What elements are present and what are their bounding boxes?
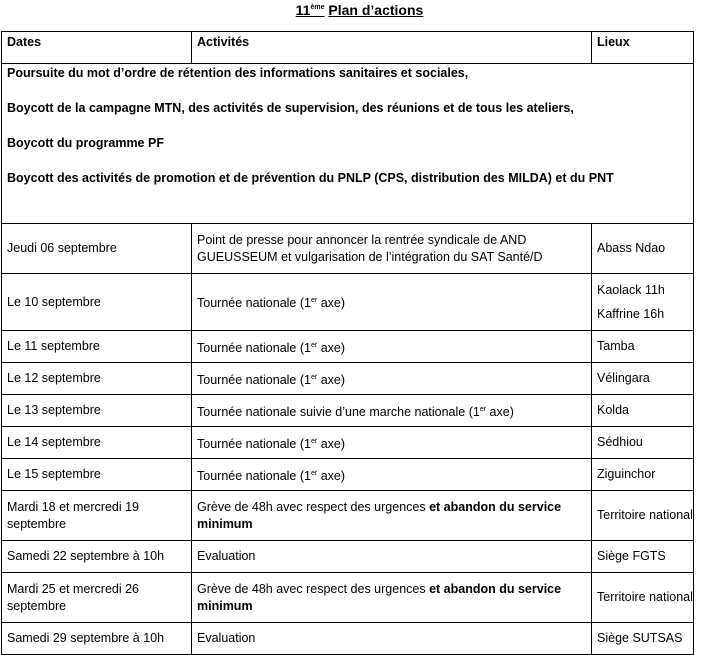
place-cell: Kolda [592, 395, 694, 427]
date-cell: Le 12 septembre [2, 363, 192, 395]
activity-cell: Grève de 48h avec respect des urgences et abandon du service minimum [192, 491, 592, 541]
place-cell: Sédhiou [592, 427, 694, 459]
header-activites: Activités [192, 32, 592, 64]
boycott-line: Boycott de la campagne MTN, des activités de supervision, des réunions et de tous les ateliers, [7, 101, 574, 115]
activity-cell: Evaluation [192, 623, 592, 655]
date-cell: Le 13 septembre [2, 395, 192, 427]
place-cell: Siège SUTSAS [592, 623, 694, 655]
header-lieux: Lieux [592, 32, 694, 64]
boycott-line: Boycott des activités de promotion et de prévention du PNLP (CPS, distribution des MILDA) et du PNT [7, 171, 614, 185]
table-row [2, 224, 694, 274]
place-cell: Vélingara [592, 363, 694, 395]
date-cell: Mardi 25 et mercredi 26 septembre [2, 573, 192, 623]
activity-cell: Tournée nationale (1er axe) [192, 274, 592, 331]
activity-cell: Tournée nationale (1er axe) [192, 459, 592, 491]
place-cell: Territoire national [592, 491, 694, 541]
table-row [2, 274, 694, 331]
date-cell: Jeudi 06 septembre [2, 224, 192, 274]
boycott-cell [2, 64, 694, 224]
place-cell: Territoire national [592, 573, 694, 623]
date-cell: Samedi 22 septembre à 10h [2, 541, 192, 573]
table-row [2, 427, 694, 459]
place-cell: Siège FGTS [592, 541, 694, 573]
place-cell: Ziguinchor [592, 459, 694, 491]
date-cell: Le 15 septembre [2, 459, 192, 491]
table-row [2, 541, 694, 573]
document-title: 11ème Plan d’actions [295, 2, 424, 18]
table-row [2, 395, 694, 427]
table-row [2, 491, 694, 541]
boycott-row [2, 64, 694, 224]
place-cell: Kaolack 11h Kaffrine 16h [592, 274, 694, 331]
table-row [2, 331, 694, 363]
date-cell: Le 11 septembre [2, 331, 192, 363]
boycott-line: Boycott du programme PF [7, 136, 164, 150]
activity-cell: Grève de 48h avec respect des urgences et abandon du service minimum [192, 573, 592, 623]
activity-cell: Point de presse pour annoncer la rentrée syndicale de AND GUEUSSEUM et vulgarisation de l’intégration du SAT Santé/D [192, 224, 592, 274]
action-plan-table [1, 31, 694, 655]
table-row [2, 573, 694, 623]
place-cell: Abass Ndao [592, 224, 694, 274]
activity-cell: Tournée nationale (1er axe) [192, 427, 592, 459]
date-cell: Le 10 septembre [2, 274, 192, 331]
header-dates: Dates [2, 32, 192, 64]
boycott-line: Poursuite du mot d’ordre de rétention des informations sanitaires et sociales, [7, 66, 469, 80]
date-cell: Le 14 septembre [2, 427, 192, 459]
activity-cell: Evaluation [192, 541, 592, 573]
table-row [2, 459, 694, 491]
activity-cell: Tournée nationale (1er axe) [192, 331, 592, 363]
date-cell: Samedi 29 septembre à 10h [2, 623, 192, 655]
table-row [2, 363, 694, 395]
place-cell: Tamba [592, 331, 694, 363]
header-row [2, 32, 694, 64]
activity-cell: Tournée nationale (1er axe) [192, 363, 592, 395]
date-cell: Mardi 18 et mercredi 19 septembre [2, 491, 192, 541]
activity-cell: Tournée nationale suivie d’une marche nationale (1er axe) [192, 395, 592, 427]
